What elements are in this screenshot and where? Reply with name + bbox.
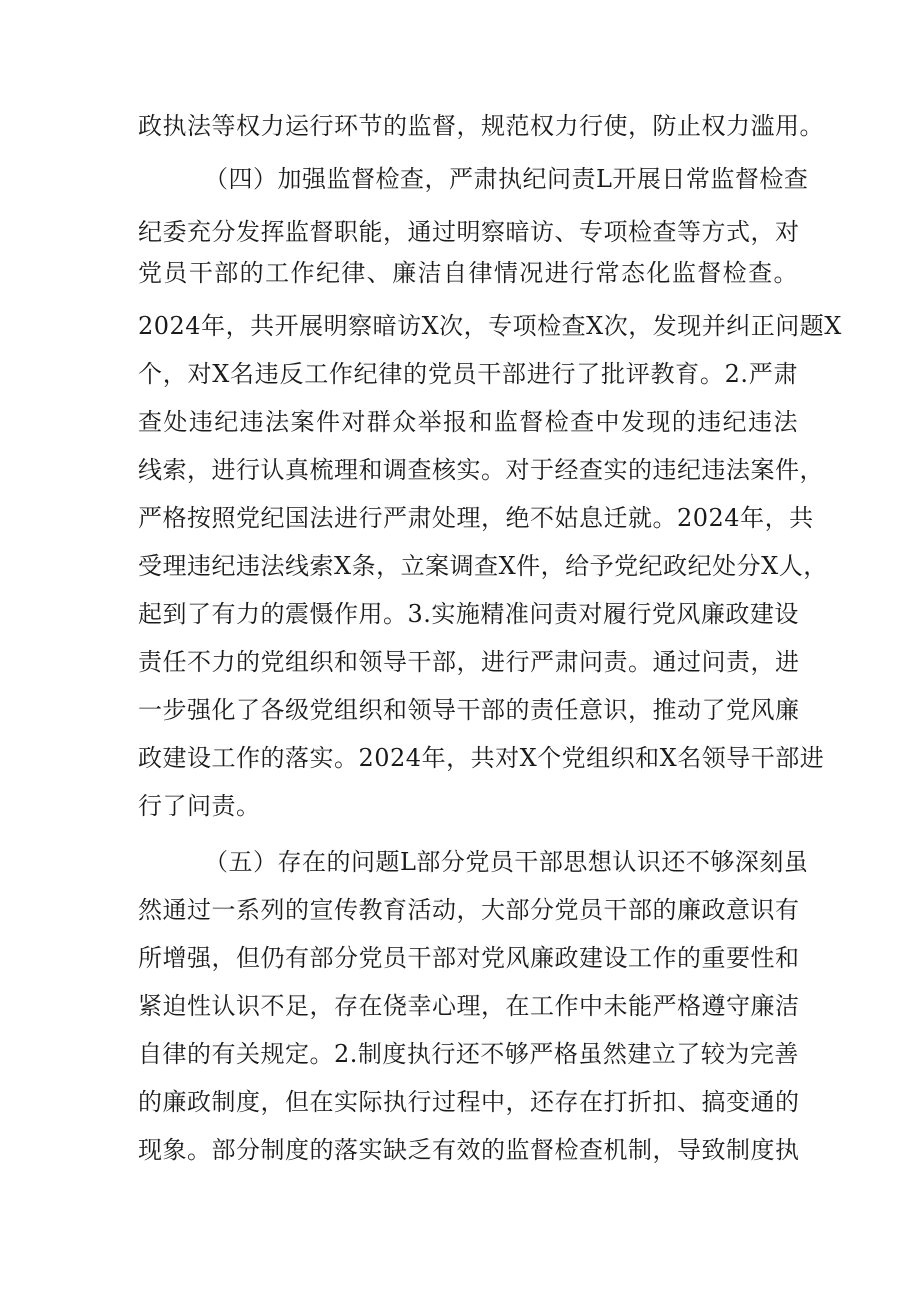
text-line: 纪委充分发挥监督职能，通过明察暗访、专项检查等方式，对 [138,218,800,246]
text-line: 个，对X名违反工作纪律的党员干部进行了批评教育。2.严肃 [138,360,798,388]
text-line: 现象。部分制度的落实缺乏有效的监督检查机制，导致制度执 [138,1136,800,1164]
text-line: 起到了有力的震慑作用。3.实施精准问责对履行党风廉政建设 [138,600,799,628]
text-line: 责任不力的党组织和领导干部，进行严肃问责。通过问责，进 [138,648,800,676]
text-line: 所增强，但仍有部分党员干部对党风廉政建设工作的重要性和 [138,944,800,972]
text-line: 然通过一系列的宣传教育活动，大部分党员干部的廉政意识有 [138,896,800,924]
text-line: 严格按照党纪国法进行严肃处理，绝不姑息迁就。2024年，共 [138,504,814,532]
text-line: 受理违纪违法线索X条，立案调查X件，给予党纪政纪处分X人， [138,552,828,580]
text-line: 党员干部的工作纪律、廉洁自律情况进行常态化监督检查。 [138,259,798,287]
text-line: 行了问责。 [138,792,261,820]
text-line: 一步强化了各级党组织和领导干部的责任意识，推动了党风廉 [138,696,800,724]
section-heading-five: （五）存在的问题L部分党员干部思想认识还不够深刻虽 [204,848,809,876]
section-heading-four: （四）加强监督检查，严肃执纪问责L开展日常监督检查 [204,165,809,193]
text-line: 2024年，共开展明察暗访X次，专项检查X次，发现并纠正问题X [138,312,842,340]
text-line: 自律的有关规定。2.制度执行还不够严格虽然建立了较为完善 [138,1040,799,1068]
text-line: 线索，进行认真梳理和调查核实。对于经查实的违纪违法案件， [138,456,824,484]
text-line: 政执法等权力运行环节的监督，规范权力行使，防止权力滥用。 [138,112,824,140]
text-line: 紧迫性认识不足，存在侥幸心理，在工作中未能严格遵守廉洁 [138,992,800,1020]
text-line: 查处违纪违法案件对群众举报和监督检查中发现的违纪违法 [138,408,798,436]
text-line: 的廉政制度，但在实际执行过程中，还存在打折扣、搞变通的 [138,1088,800,1116]
text-line: 政建设工作的落实。2024年，共对X个党组织和X名领导干部进 [138,744,825,772]
